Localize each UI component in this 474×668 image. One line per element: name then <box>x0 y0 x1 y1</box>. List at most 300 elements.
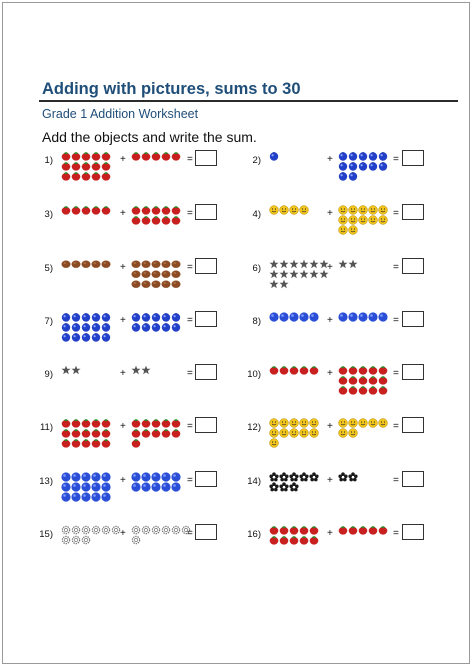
star-icon <box>131 365 141 375</box>
blue-ball-icon <box>141 482 151 492</box>
problem-2 <box>241 151 441 191</box>
strawberry-icon <box>71 151 81 161</box>
plus-sign: + <box>120 315 126 326</box>
first-addend-group <box>269 205 319 215</box>
nut-icon <box>101 259 111 269</box>
worksheet-page <box>2 2 470 664</box>
smiley-icon <box>279 428 289 438</box>
star-icon <box>141 365 151 375</box>
problem-9 <box>33 365 233 405</box>
blueberry-icon <box>338 151 348 161</box>
blue-ball-icon <box>131 472 141 482</box>
problem-number: 7) <box>44 316 53 327</box>
answer-box[interactable] <box>402 150 424 166</box>
strawberry-icon <box>91 418 101 428</box>
first-addend-group <box>61 312 111 342</box>
answer-box[interactable] <box>195 471 217 487</box>
strawberry-icon <box>338 525 348 535</box>
nut-icon <box>151 269 161 279</box>
strawberry-icon <box>61 205 71 215</box>
strawberry-icon <box>338 365 348 375</box>
strawberry-icon <box>141 215 151 225</box>
strawberry-icon <box>151 151 161 161</box>
blueberry-icon <box>131 322 141 332</box>
equals-sign: = <box>187 262 193 273</box>
blue-ball-icon <box>101 482 111 492</box>
strawberry-icon <box>81 151 91 161</box>
blueberry-icon <box>81 312 91 322</box>
strawberry-icon <box>338 375 348 385</box>
plus-sign: + <box>327 262 333 273</box>
answer-box[interactable] <box>195 311 217 327</box>
gear-icon <box>81 535 91 545</box>
gear-icon <box>91 525 101 535</box>
title-divider <box>39 100 458 102</box>
problem-number: 1) <box>44 155 53 166</box>
equals-sign: = <box>393 368 399 379</box>
strawberry-icon <box>91 151 101 161</box>
blue-ball-icon <box>151 482 161 492</box>
strawberry-icon <box>309 535 319 545</box>
plus-sign: + <box>327 421 333 432</box>
answer-box[interactable] <box>402 311 424 327</box>
star-icon <box>279 259 289 269</box>
nut-icon <box>61 259 71 269</box>
strawberry-icon <box>61 418 71 428</box>
first-addend-group <box>269 312 319 322</box>
smiley-icon <box>299 428 309 438</box>
flower-icon <box>279 472 289 482</box>
blueberry-icon <box>348 151 358 161</box>
flower-icon <box>269 482 279 492</box>
strawberry-icon <box>131 428 141 438</box>
star-icon <box>299 259 309 269</box>
answer-box[interactable] <box>195 364 217 380</box>
second-addend-group <box>338 259 398 269</box>
strawberry-icon <box>269 525 279 535</box>
strawberry-icon <box>151 215 161 225</box>
equals-sign: = <box>393 421 399 432</box>
blue-ball-icon <box>161 472 171 482</box>
nut-icon <box>141 269 151 279</box>
first-addend-group <box>61 525 121 545</box>
star-icon <box>279 269 289 279</box>
plus-sign: + <box>120 368 126 379</box>
answer-box[interactable] <box>402 417 424 433</box>
strawberry-icon <box>171 428 181 438</box>
strawberry-icon <box>61 438 71 448</box>
strawberry-icon <box>81 205 91 215</box>
blueberry-icon <box>151 312 161 322</box>
flower-icon <box>338 472 348 482</box>
second-addend-group <box>338 472 388 482</box>
strawberry-icon <box>358 375 368 385</box>
first-addend-group <box>269 151 319 161</box>
blue-ball-icon <box>71 492 81 502</box>
equals-sign: = <box>393 475 399 486</box>
blue-ball-icon <box>81 492 91 502</box>
strawberry-icon <box>279 525 289 535</box>
blue-ball-icon <box>61 492 71 502</box>
page-title: Adding with pictures, sums to 30 <box>42 80 301 98</box>
strawberry-icon <box>151 205 161 215</box>
answer-box[interactable] <box>402 204 424 220</box>
blue-ball-icon <box>269 312 279 322</box>
smiley-icon <box>269 428 279 438</box>
blueberry-icon <box>81 322 91 332</box>
plus-sign: + <box>327 315 333 326</box>
strawberry-icon <box>131 418 141 428</box>
smiley-icon <box>348 418 358 428</box>
blueberry-icon <box>71 332 81 342</box>
gear-icon <box>161 525 171 535</box>
strawberry-icon <box>368 365 378 375</box>
strawberry-icon <box>71 161 81 171</box>
problem-13 <box>33 472 233 512</box>
strawberry-icon <box>101 161 111 171</box>
strawberry-icon <box>289 525 299 535</box>
problem-8 <box>241 312 441 352</box>
strawberry-icon <box>161 215 171 225</box>
problem-16 <box>241 525 441 565</box>
strawberry-icon <box>101 418 111 428</box>
nut-icon <box>141 259 151 269</box>
blueberry-icon <box>81 332 91 342</box>
gear-icon <box>61 535 71 545</box>
strawberry-icon <box>299 365 309 375</box>
star-icon <box>61 365 71 375</box>
problem-number: 11) <box>39 422 53 433</box>
nut-icon <box>131 279 141 289</box>
blue-ball-icon <box>131 482 141 492</box>
first-addend-group <box>269 525 319 545</box>
flower-icon <box>279 482 289 492</box>
star-icon <box>289 269 299 279</box>
plus-sign: + <box>327 368 333 379</box>
equals-sign: = <box>187 528 193 539</box>
star-icon <box>289 259 299 269</box>
strawberry-icon <box>171 151 181 161</box>
strawberry-icon <box>358 365 368 375</box>
strawberry-icon <box>131 205 141 215</box>
gear-icon <box>151 525 161 535</box>
strawberry-icon <box>358 525 368 535</box>
blue-ball-icon <box>81 472 91 482</box>
problem-number: 15) <box>39 529 53 540</box>
first-addend-group <box>61 472 111 502</box>
strawberry-icon <box>161 205 171 215</box>
smiley-icon <box>368 205 378 215</box>
first-addend-group <box>61 259 111 269</box>
smiley-icon <box>289 418 299 428</box>
strawberry-icon <box>348 365 358 375</box>
answer-box[interactable] <box>402 364 424 380</box>
blue-ball-icon <box>91 482 101 492</box>
second-addend-group <box>338 365 388 395</box>
blueberry-icon <box>131 312 141 322</box>
problem-number: 16) <box>247 529 261 540</box>
nut-icon <box>81 259 91 269</box>
second-addend-group <box>338 312 388 322</box>
gear-icon <box>131 535 141 545</box>
problem-11 <box>33 418 233 458</box>
strawberry-icon <box>171 418 181 428</box>
blueberry-icon <box>71 322 81 332</box>
blueberry-icon <box>269 151 279 161</box>
star-icon <box>279 279 289 289</box>
strawberry-icon <box>378 385 388 395</box>
flower-icon <box>269 472 279 482</box>
first-addend-group <box>61 151 111 181</box>
nut-icon <box>151 259 161 269</box>
strawberry-icon <box>161 428 171 438</box>
second-addend-group <box>338 151 388 181</box>
strawberry-icon <box>358 385 368 395</box>
equals-sign: = <box>187 475 193 486</box>
problem-number: 8) <box>252 316 261 327</box>
smiley-icon <box>338 205 348 215</box>
equals-sign: = <box>393 528 399 539</box>
smiley-icon <box>299 418 309 428</box>
strawberry-icon <box>141 205 151 215</box>
blue-ball-icon <box>348 312 358 322</box>
nut-icon <box>171 269 181 279</box>
nut-icon <box>161 269 171 279</box>
blueberry-icon <box>378 161 388 171</box>
star-icon <box>309 259 319 269</box>
problem-10 <box>241 365 441 405</box>
strawberry-icon <box>161 151 171 161</box>
blueberry-icon <box>151 322 161 332</box>
problem-3 <box>33 205 233 245</box>
blueberry-icon <box>171 322 181 332</box>
blueberry-icon <box>348 161 358 171</box>
strawberry-icon <box>81 171 91 181</box>
smiley-icon <box>289 205 299 215</box>
nut-icon <box>131 259 141 269</box>
blue-ball-icon <box>338 312 348 322</box>
nut-icon <box>71 259 81 269</box>
equals-sign: = <box>393 208 399 219</box>
strawberry-icon <box>61 161 71 171</box>
strawberry-icon <box>299 525 309 535</box>
strawberry-icon <box>61 428 71 438</box>
strawberry-icon <box>101 205 111 215</box>
nut-icon <box>141 279 151 289</box>
gear-icon <box>131 525 141 535</box>
smiley-icon <box>358 215 368 225</box>
nut-icon <box>161 259 171 269</box>
problem-number: 12) <box>247 422 261 433</box>
strawberry-icon <box>348 525 358 535</box>
strawberry-icon <box>101 428 111 438</box>
nut-icon <box>131 269 141 279</box>
equals-sign: = <box>393 315 399 326</box>
smiley-icon <box>269 205 279 215</box>
blueberry-icon <box>358 151 368 161</box>
strawberry-icon <box>91 205 101 215</box>
gear-icon <box>171 525 181 535</box>
blueberry-icon <box>368 161 378 171</box>
strawberry-icon <box>269 365 279 375</box>
answer-box[interactable] <box>195 150 217 166</box>
star-icon <box>71 365 81 375</box>
problem-number: 3) <box>44 209 53 220</box>
second-addend-group <box>338 525 388 535</box>
strawberry-icon <box>269 535 279 545</box>
strawberry-icon <box>71 428 81 438</box>
blue-ball-icon <box>378 312 388 322</box>
second-addend-group <box>131 472 181 492</box>
page-subtitle: Grade 1 Addition Worksheet <box>42 107 199 121</box>
blue-ball-icon <box>61 472 71 482</box>
answer-box[interactable] <box>402 471 424 487</box>
smiley-icon <box>279 205 289 215</box>
strawberry-icon <box>101 438 111 448</box>
blue-ball-icon <box>71 472 81 482</box>
smiley-icon <box>348 205 358 215</box>
strawberry-icon <box>71 418 81 428</box>
strawberry-icon <box>348 375 358 385</box>
problem-number: 6) <box>252 263 261 274</box>
strawberry-icon <box>348 385 358 395</box>
strawberry-icon <box>309 525 319 535</box>
smiley-icon <box>348 215 358 225</box>
strawberry-icon <box>171 215 181 225</box>
plus-sign: + <box>120 208 126 219</box>
second-addend-group <box>131 205 181 225</box>
plus-sign: + <box>327 475 333 486</box>
flower-icon <box>289 482 299 492</box>
smiley-icon <box>299 205 309 215</box>
blue-ball-icon <box>101 492 111 502</box>
smiley-icon <box>368 418 378 428</box>
strawberry-icon <box>151 418 161 428</box>
problem-15 <box>33 525 233 565</box>
nut-icon <box>91 259 101 269</box>
star-icon <box>269 269 279 279</box>
nut-icon <box>171 279 181 289</box>
blueberry-icon <box>91 332 101 342</box>
smiley-icon <box>378 205 388 215</box>
equals-sign: = <box>187 208 193 219</box>
answer-box[interactable] <box>195 204 217 220</box>
problem-14 <box>241 472 441 512</box>
answer-box[interactable] <box>402 524 424 540</box>
strawberry-icon <box>299 535 309 545</box>
equals-sign: = <box>187 368 193 379</box>
second-addend-group <box>131 525 191 545</box>
first-addend-group <box>61 205 111 215</box>
blue-ball-icon <box>151 472 161 482</box>
blueberry-icon <box>61 332 71 342</box>
smiley-icon <box>368 215 378 225</box>
second-addend-group <box>131 312 181 332</box>
star-icon <box>309 269 319 279</box>
strawberry-icon <box>61 151 71 161</box>
strawberry-icon <box>368 375 378 385</box>
blueberry-icon <box>378 151 388 161</box>
flower-icon <box>289 472 299 482</box>
strawberry-icon <box>131 215 141 225</box>
plus-sign: + <box>120 262 126 273</box>
strawberry-icon <box>378 525 388 535</box>
strawberry-icon <box>81 161 91 171</box>
plus-sign: + <box>120 421 126 432</box>
blueberry-icon <box>61 322 71 332</box>
plus-sign: + <box>327 528 333 539</box>
strawberry-icon <box>141 418 151 428</box>
strawberry-icon <box>378 365 388 375</box>
plus-sign: + <box>327 154 333 165</box>
strawberry-icon <box>91 428 101 438</box>
answer-box[interactable] <box>195 417 217 433</box>
second-addend-group <box>131 365 181 375</box>
gear-icon <box>71 535 81 545</box>
blueberry-icon <box>358 161 368 171</box>
blue-ball-icon <box>141 472 151 482</box>
blueberry-icon <box>141 322 151 332</box>
blueberry-icon <box>91 322 101 332</box>
blueberry-icon <box>101 322 111 332</box>
problem-number: 13) <box>39 476 53 487</box>
smiley-icon <box>348 428 358 438</box>
blue-ball-icon <box>309 312 319 322</box>
gear-icon <box>71 525 81 535</box>
blueberry-icon <box>338 171 348 181</box>
problem-number: 14) <box>247 476 261 487</box>
strawberry-icon <box>81 438 91 448</box>
blue-ball-icon <box>358 312 368 322</box>
strawberry-icon <box>131 151 141 161</box>
blueberry-icon <box>61 312 71 322</box>
smiley-icon <box>269 418 279 428</box>
strawberry-icon <box>91 171 101 181</box>
smiley-icon <box>378 418 388 428</box>
strawberry-icon <box>101 151 111 161</box>
blue-ball-icon <box>299 312 309 322</box>
blue-ball-icon <box>61 482 71 492</box>
gear-icon <box>81 525 91 535</box>
smiley-icon <box>378 215 388 225</box>
star-icon <box>269 259 279 269</box>
strawberry-icon <box>171 205 181 215</box>
problem-number: 4) <box>252 209 261 220</box>
answer-box[interactable] <box>195 524 217 540</box>
smiley-icon <box>358 205 368 215</box>
smiley-icon <box>269 438 279 448</box>
plus-sign: + <box>120 528 126 539</box>
plus-sign: + <box>120 154 126 165</box>
blueberry-icon <box>141 312 151 322</box>
blueberry-icon <box>71 312 81 322</box>
answer-box[interactable] <box>195 258 217 274</box>
nut-icon <box>151 279 161 289</box>
gear-icon <box>101 525 111 535</box>
equals-sign: = <box>187 154 193 165</box>
strawberry-icon <box>71 171 81 181</box>
problem-number: 5) <box>44 263 53 274</box>
second-addend-group <box>338 418 388 438</box>
smiley-icon <box>338 418 348 428</box>
answer-box[interactable] <box>402 258 424 274</box>
second-addend-group <box>338 205 388 235</box>
problem-number: 10) <box>247 369 261 380</box>
first-addend-group <box>269 472 319 492</box>
first-addend-group <box>269 365 319 375</box>
equals-sign: = <box>187 421 193 432</box>
strawberry-icon <box>81 418 91 428</box>
